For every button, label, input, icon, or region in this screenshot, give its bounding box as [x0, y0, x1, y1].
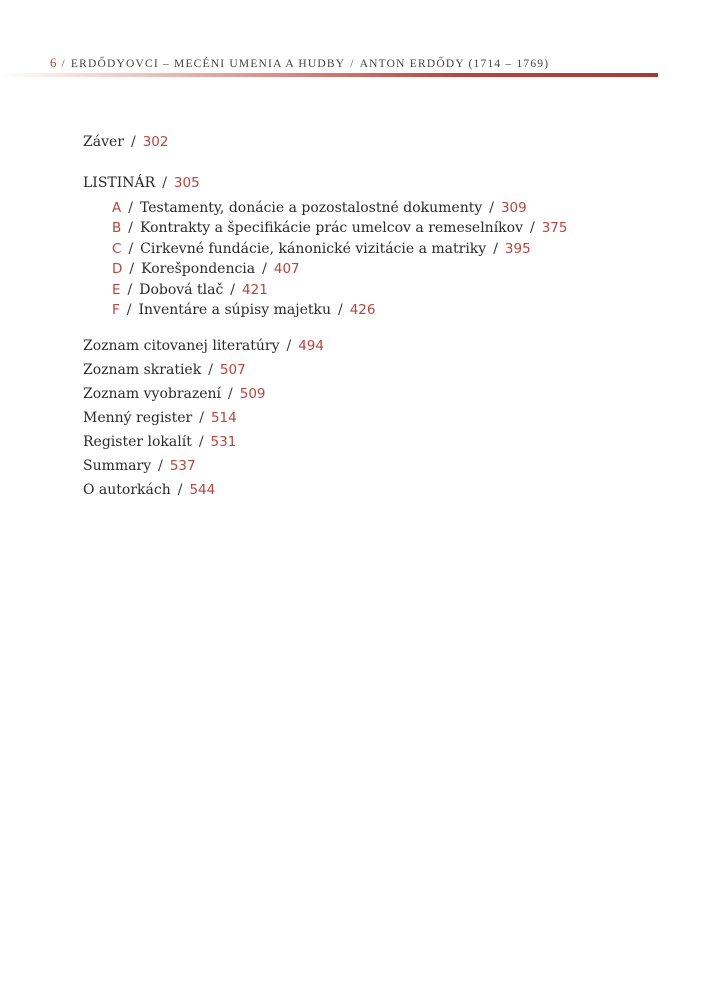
toc-entry-label: Zoznam skratiek [83, 362, 202, 378]
toc-subentry-letter: B [112, 220, 122, 236]
toc-entry-page: 305 [173, 175, 200, 191]
toc-entry-page: 537 [169, 458, 196, 474]
header-separator: / [61, 58, 66, 70]
toc-subentry-letter: D [112, 261, 123, 277]
toc-entry-o-autorkach[interactable]: O autorkách / 544 [83, 482, 216, 498]
toc-subentry-page: 407 [273, 261, 300, 277]
toc-subentry-page: 426 [349, 302, 376, 318]
toc-subentry-letter: A [112, 200, 122, 216]
toc-subentry-a[interactable]: A / Testamenty, donácie a pozostalostné dokumenty / 309 [112, 200, 527, 216]
toc-entry-skratky[interactable]: Zoznam skratiek / 507 [83, 362, 246, 378]
toc-subentry-d[interactable]: D / Korešpondencia / 407 [112, 261, 300, 277]
toc-subentry-label: Kontrakty a špecifikácie prác umelcov a remeselníkov [139, 220, 523, 236]
toc-subentry-page: 421 [242, 282, 268, 298]
toc-subentry-label: Korešpondencia [141, 261, 256, 277]
toc-subentry-f[interactable]: F / Inventáre a súpisy majetku / 426 [112, 302, 376, 318]
toc-subentry-label: Testamenty, donácie a pozostalostné dokumenty [139, 200, 483, 216]
header-subtitle: ANTON ERDŐDY (1714 – 1769) [359, 58, 550, 70]
toc-entry-page: 507 [219, 362, 246, 378]
header-separator: / [350, 58, 355, 70]
toc-entry-label: Menný register [83, 410, 193, 426]
toc-entry-page: 514 [210, 410, 237, 426]
toc-subentry-letter: F [112, 302, 120, 318]
toc-entry-page: 509 [239, 386, 266, 402]
toc-entry-page: 494 [298, 338, 324, 354]
toc-subentry-page: 395 [504, 241, 531, 257]
toc-entry-label: Zoznam vyobrazení [83, 386, 222, 402]
toc-subentry-b[interactable]: B / Kontrakty a špecifikácie prác umelcov a remeselníkov / 375 [112, 220, 568, 236]
toc-entry-label: Zoznam citovanej literatúry [83, 338, 280, 354]
toc-subentry-letter: E [112, 282, 121, 298]
toc-subentry-letter: C [112, 241, 122, 257]
toc-entry-vyobrazenia[interactable]: Zoznam vyobrazení / 509 [83, 386, 266, 402]
toc-entry-label: O autorkách [83, 482, 171, 498]
toc-entry-page: 531 [210, 434, 237, 450]
running-header [50, 55, 670, 71]
toc-entry-register-lokalit[interactable]: Register lokalít / 531 [83, 434, 237, 450]
header-page-number: 6 [50, 55, 57, 70]
toc-entry-label: Register lokalít [83, 434, 192, 450]
toc-subentry-label: Inventáre a súpisy majetku [138, 302, 331, 318]
toc-entry-page: 544 [189, 482, 216, 498]
toc-entry-zaver[interactable]: Záver / 302 [83, 134, 169, 150]
toc-subentry-page: 309 [500, 200, 527, 216]
toc-entry-menny-register[interactable]: Menný register / 514 [83, 410, 237, 426]
toc-entry-literatura[interactable]: Zoznam citovanej literatúry / 494 [83, 338, 324, 354]
toc-subentry-label: Cirkevné fundácie, kánonické vizitácie a matriky [140, 241, 487, 257]
toc-entry-label: LISTINÁR [83, 175, 156, 191]
toc-entry-page: 302 [142, 134, 169, 150]
toc-subentry-page: 375 [541, 220, 568, 236]
header-rule [0, 73, 658, 77]
toc-entry-listinar[interactable]: LISTINÁR / 305 [83, 175, 200, 191]
toc-entry-label: Summary [83, 458, 152, 474]
toc-subentry-e[interactable]: E / Dobová tlač / 421 [112, 282, 268, 298]
toc-entry-summary[interactable]: Summary / 537 [83, 458, 196, 474]
header-title: ERDŐDYOVCI – MECÉNI UMENIA A HUDBY [70, 58, 346, 70]
toc-subentry-label: Dobová tlač [139, 282, 224, 298]
toc-subentry-c[interactable]: C / Cirkevné fundácie, kánonické vizitácie a matriky / 395 [112, 241, 531, 257]
toc-entry-label: Záver [83, 134, 124, 150]
